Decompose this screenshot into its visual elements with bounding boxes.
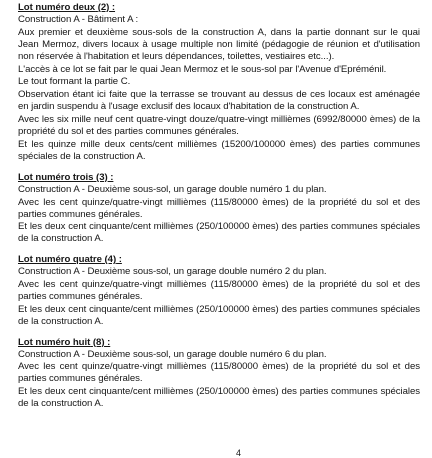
lot-title-text: Lot numéro deux: [18, 2, 96, 13]
lot-number: (8): [92, 336, 105, 348]
lot-title: [18, 172, 420, 184]
lot-title-suffix: :: [116, 254, 122, 266]
lot-paragraph: Avec les cent quinze/quatre-vingt millièmes (115/80000 èmes) de la propriété du sol et des parties communes générales.: [18, 361, 420, 385]
lot-paragraph: Construction A - Deuxième sous-sol, un garage double numéro 2 du plan.: [18, 266, 327, 278]
lot-number: (3): [96, 171, 108, 183]
lot-paragraph: Et les deux cent cinquante/cent millièmes (250/100000 èmes) des parties communes spéciales de la construction A.: [18, 221, 420, 245]
lot-title: [18, 2, 420, 14]
lot-section: [18, 337, 420, 410]
lot-paragraph: L'accès à ce lot se fait par le quai Jean Mermoz et le sous-sol par l'Avenue d'Epréménil.: [18, 63, 387, 75]
page-number: 4: [236, 448, 242, 458]
lot-paragraph: Et les quinze mille deux cents/cent millièmes (15200/100000 èmes) des parties communes spéciales de la construction A.: [18, 138, 420, 162]
lot-section: [18, 172, 420, 245]
lot-paragraph: Le tout formant la partie C.: [18, 76, 131, 88]
lot-paragraph: Avec les cent quinze/quatre-vingt millièmes (115/80000 èmes) de la propriété du sol et des parties communes générales.: [18, 279, 420, 302]
lot-section: [18, 254, 420, 327]
lot-title-text: Lot numéro quatre: [18, 254, 102, 266]
lot-title-text: Lot numéro huit: [18, 336, 91, 348]
lot-paragraph: Construction A - Bâtiment A :: [18, 13, 139, 25]
lot-paragraph: Et les deux cent cinquante/cent millièmes (250/100000 èmes) des parties communes spéciales de la construction A.: [18, 303, 420, 327]
lot-title-suffix: :: [104, 336, 111, 348]
lot-title: [18, 254, 420, 266]
document-page: [18, 2, 420, 419]
lot-paragraph: Observation étant ici faite que la terrasse se trouvant au dessus de ces locaux est aménagée en jardin suspendu à l'usage exclusif des locaux d'habitation de la construction A.: [18, 89, 420, 113]
lot-number: (4): [104, 254, 117, 266]
lot-section: [18, 2, 420, 163]
lot-paragraph: Et les deux cent cinquante/cent millièmes (250/100000 èmes) des parties communes spéciales de la construction A.: [18, 386, 420, 410]
lot-paragraph: Construction A - Deuxième sous-sol, un garage double numéro 1 du plan.: [18, 183, 327, 195]
lot-title-suffix: :: [109, 2, 116, 13]
lot-title-text: Lot numéro trois: [18, 171, 94, 183]
lot-title-suffix: :: [107, 171, 114, 183]
lot-title: [18, 337, 420, 349]
lot-number: (2): [97, 2, 110, 13]
lot-paragraph: Avec les cent quinze/quatre-vingt millièmes (115/80000 èmes) de la propriété du sol et des parties communes générales.: [18, 196, 420, 220]
lot-paragraph: Avec les six mille neuf cent quatre-vingt douze/quatre-vingt millièmes (6992/80000 èmes) de la propriété du sol et des parties communes générales.: [18, 114, 420, 138]
lot-paragraph: Aux premier et deuxième sous-sols de la construction A, dans la partie donnant sur le quai Jean Mermoz, divers locaux à usage multiple non limité (pédagogie de réunion et d'utilisation non réservée à l'habitation et leurs dépendances, toilettes, vestiaires etc...).: [18, 26, 420, 62]
lot-paragraph: Construction A - Deuxième sous-sol, un garage double numéro 6 du plan.: [18, 348, 327, 360]
